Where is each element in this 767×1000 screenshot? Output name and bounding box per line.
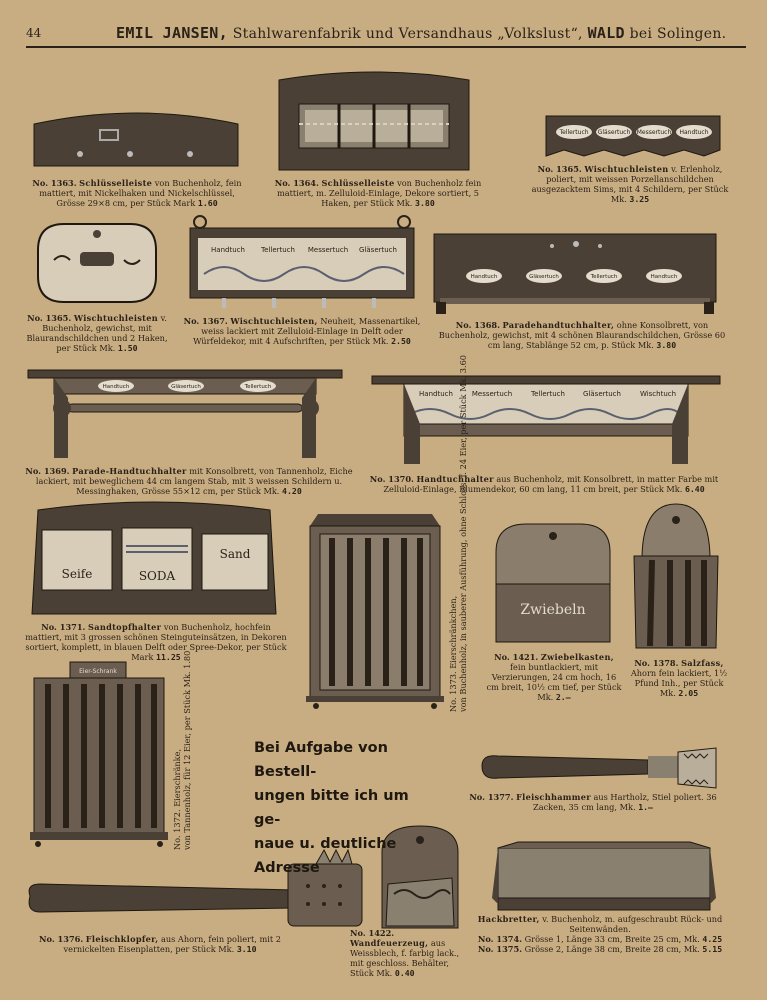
company-location: bei Solingen. — [629, 26, 727, 42]
plaque-label: Tellertuch — [531, 390, 565, 398]
key-rack-1363-illustration — [30, 108, 242, 170]
caption-1377: No. 1377. Fleischhammer aus Hartholz, Stiel poliert. 36 Zacken, 35 cm lang, Mk. 1.— — [469, 792, 717, 812]
caption-1369: No. 1369. Parade-Handtuchhalter mit Konsolbrett, von Tannenholz, Eiche lackiert, mit beweglichem 44 cm langem Stab, mit 3 weissen Schildern u. Messinghaken, Grösse 55×12 cm, per Stück Mk. 4.20 — [25, 466, 353, 496]
plaque-label: Tellertuch — [590, 274, 618, 280]
towel-rail-1365-illustration — [544, 110, 722, 158]
header-title — [116, 24, 726, 42]
company-name: EMIL JANSEN, — [116, 24, 228, 42]
plaque-label: Messertuch — [636, 129, 672, 136]
plaque-label: Wischtuch — [639, 390, 677, 398]
caption-1376: No. 1376. Fleischklopfer, aus Ahorn, fein poliert, mit 2 vernickelten Eisenplatten, per Stück Mk. 3.10 — [39, 934, 281, 954]
caption-hackbretter: Hackbretter, v. Buchenholz, m. aufgeschraubt Rück- und Seitenwänden. No. 1374. Grösse 1, Länge 33 cm, Breite 25 cm, Mk. 4.25 No. 1375. Grösse 2, Länge 38 cm, Breite 28 cm, Mk. 5.15 — [477, 914, 723, 954]
towel-holder-1369-illustration — [26, 368, 344, 464]
pot-label: Sand — [219, 547, 251, 561]
caption-1373: No. 1373. Eierschränkchen, von Buchenholz, in sauberer Ausführung, ohne Schloss, f. 24 Eier, per Stück Mk. 3.60 — [448, 354, 468, 712]
plaque-label: Gläsertuch — [597, 129, 631, 136]
caption-1367: No. 1367. Wischtuchleisten, Neuheit, Massenartikel, weiss lackiert mit Zelluloid-Einlage in Delft oder Würfeldekor, mit 4 Aufschriften, per Stück Mk. 2.50 — [183, 316, 421, 346]
plaque-label: Tellertuch — [559, 129, 589, 136]
order-notice-line: naue u. deutliche Adresse — [254, 836, 397, 876]
plaque-label: Gläsertuch — [171, 384, 201, 390]
box-label: Zwiebeln — [520, 602, 586, 618]
salt-box-1378-illustration — [630, 500, 722, 654]
order-notice-line: ungen bitte ich um ge- — [254, 788, 409, 828]
pot-label: SODA — [138, 569, 176, 583]
towel-rail-1365b-illustration — [34, 220, 160, 306]
egg-cabinet-1373-illustration — [302, 510, 448, 710]
caption-1372: No. 1372. Eierschränke, von Tannenholz, für 12 Eier, per Stück Mk. 1.80 — [172, 650, 192, 850]
towel-holder-1370-illustration — [370, 374, 722, 468]
caption-1368: No. 1368. Paradehandtuchhalter, ohne Konsolbrett, von Buchenholz, gewichst, mit 4 schönen Blaurandschildchen, Grösse 60 cm lang, Stablänge 52 cm, p. Stück Mk. 3.80 — [438, 320, 726, 350]
towel-holder-1368-illustration — [432, 232, 718, 316]
egg-cabinet-1372-illustration — [30, 656, 168, 848]
plaque-label: Messertuch — [307, 246, 349, 254]
caption-1421: No. 1421. Zwiebelkasten, fein buntlackiert, mit Verzierungen, 24 cm hoch, 16 cm breit, 10½ cm tief, per Stück Mk. 2.— — [486, 652, 622, 702]
sand-pot-holder-1371-illustration — [26, 500, 282, 622]
caption-1365b: No. 1365. Wischtuchleisten v. Buchenholz, gewichst, mit Blaurandschildchen und 2 Haken, per Stück Mk. 1.50 — [26, 313, 168, 353]
caption-1365a: No. 1365. Wischtuchleisten v. Erlenholz, poliert, mit weissen Porzellanschildchen ausgezacktem Sims, mit 4 Schildern, per Stück Mk. 3.25 — [531, 164, 729, 204]
plaque-label: Handtuch — [470, 274, 498, 280]
cabinet-label: Eier-Schrank — [79, 668, 117, 675]
order-notice-line: Bei Aufgabe von Bestell- — [254, 740, 388, 780]
plaque-label: Handtuch — [419, 390, 453, 398]
plaque-label: Tellertuch — [261, 246, 295, 254]
towel-rail-1367-illustration — [186, 214, 418, 314]
company-description: Stahlwarenfabrik und Versandhaus „Volkslust“, — [232, 26, 583, 42]
caption-1370: No. 1370. Handtuchhalter aus Buchenholz, mit Konsolbrett, in matter Farbe mit Zelluloid-Einlage, Blumendekor, 60 cm lang, 11 cm breit, per Stück Mk. 6.40 — [369, 474, 719, 494]
key-rack-1364-illustration — [277, 68, 471, 172]
plaque-label: Gläsertuch — [359, 246, 397, 254]
caption-1422: No. 1422. Wandfeuerzeug, aus Weissblech, f. farbig lack., mit geschloss. Behälter, Stück Mk. 0.40 — [350, 928, 460, 978]
plaque-label: Gläsertuch — [583, 390, 621, 398]
plaque-label: Tellertuch — [244, 384, 272, 390]
onion-box-1421-illustration — [492, 522, 614, 646]
pot-label: Seife — [61, 567, 93, 581]
order-notice — [254, 736, 424, 880]
plaque-label: Handtuch — [102, 384, 130, 390]
plaque-label: Handtuch — [650, 274, 678, 280]
caption-1364: No. 1364. Schlüsselleiste von Buchenholz fein mattiert, m. Zelluloid-Einlage, Dekore sortiert, 5 Haken, per Stück Mk. 3.80 — [274, 178, 482, 208]
caption-1363: No. 1363. Schlüsselleiste von Buchenholz, fein mattiert, mit Nickelhaken und Nickelschlüssel, Grösse 29×8 cm, per Stück Mark 1.60 — [32, 178, 242, 208]
page-header — [26, 24, 746, 48]
plaque-label: Gläsertuch — [529, 274, 559, 280]
company-town: WALD — [587, 24, 625, 42]
caption-1371: No. 1371. Sandtopfhalter von Buchenholz, hochfein mattiert, mit 3 grossen schönen Steinguteinsätzen, in Dekoren sortiert, komplett, in blauen Delft oder Spree-Dekor, per Stück Mark 11.25 — [25, 622, 287, 662]
page-number: 44 — [26, 26, 42, 40]
meat-hammer-1377-illustration — [478, 744, 722, 790]
caption-1378: No. 1378. Salzfass, Ahorn fein lackiert, 1½ Pfund Inh., per Stück Mk. 2.05 — [630, 658, 728, 698]
plaque-label: Handtuch — [679, 129, 709, 136]
plaque-label: Messertuch — [471, 390, 513, 398]
plaque-label: Handtuch — [211, 246, 245, 254]
chopping-board-illustration — [490, 838, 718, 914]
